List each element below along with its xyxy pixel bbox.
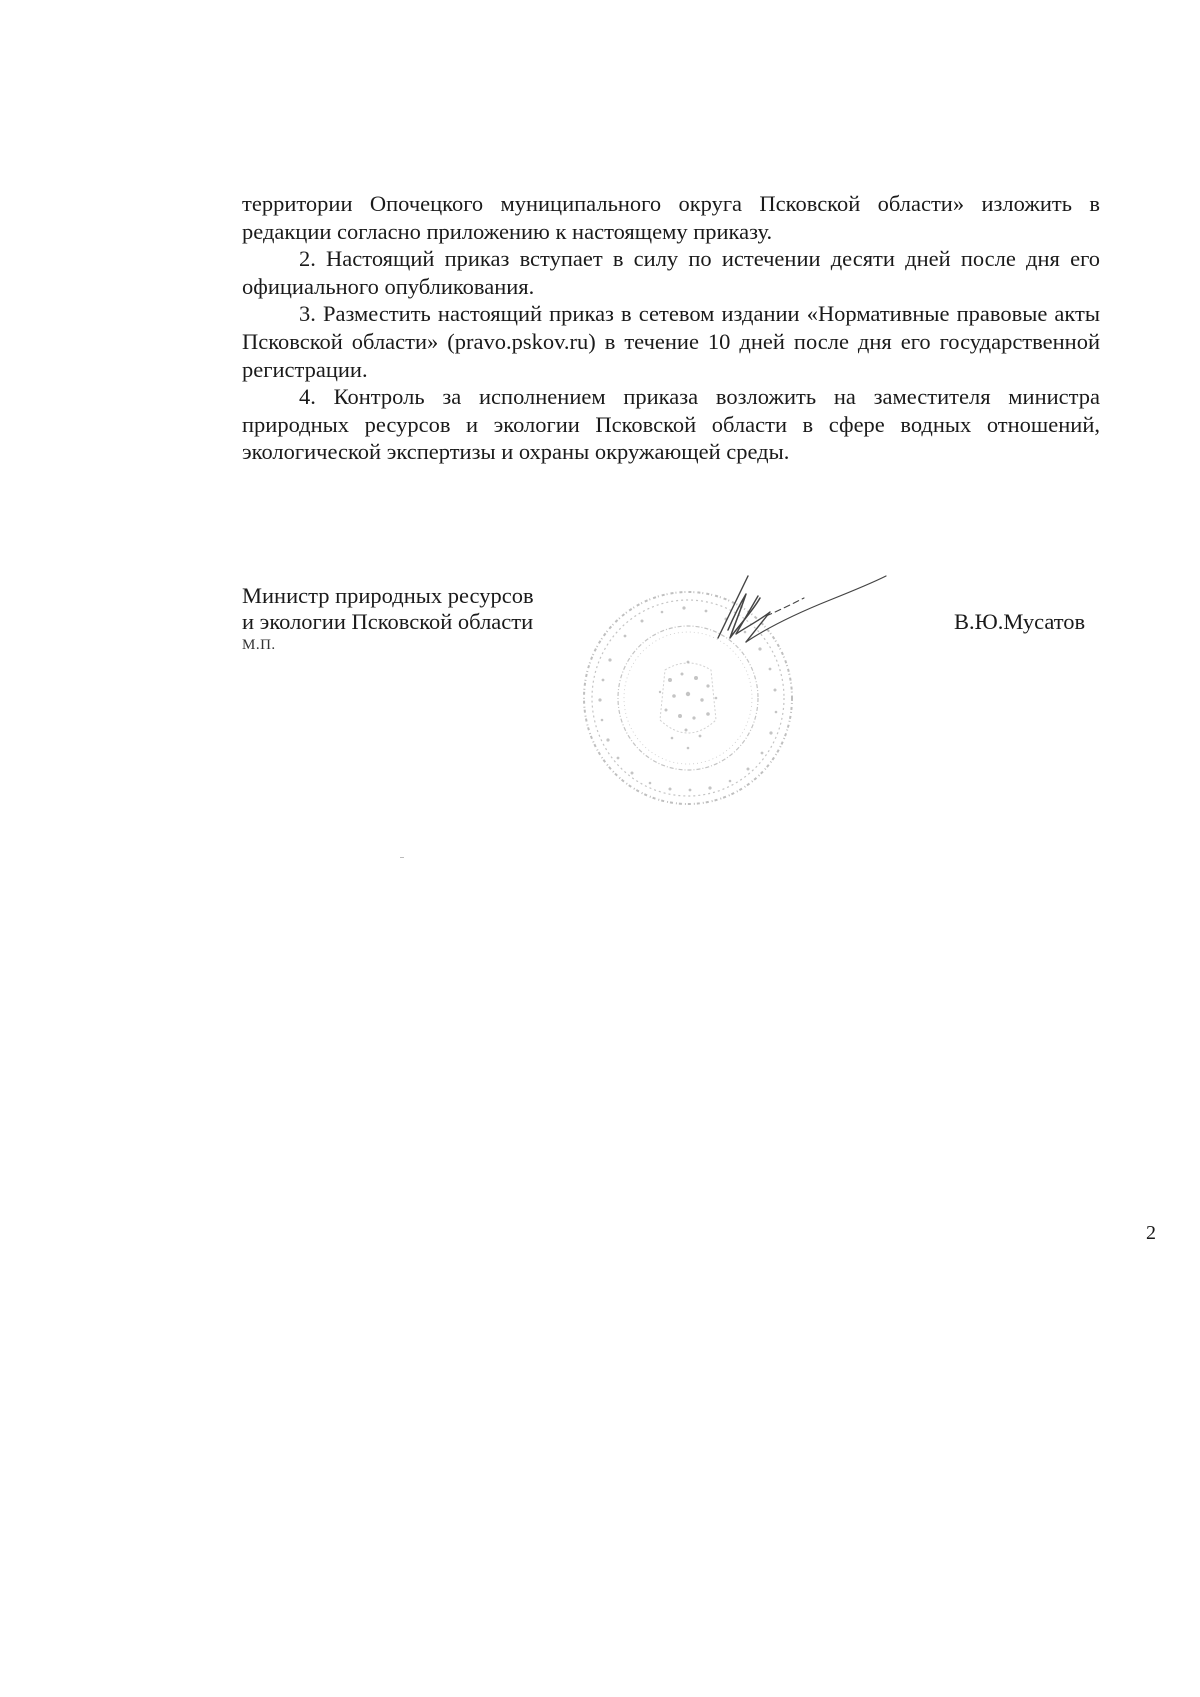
signatory-title [242,583,534,635]
signature-icon [700,568,890,663]
scan-speck [400,857,404,858]
document-body [242,190,1100,466]
paragraph-continuation: территории Опочецкого муниципального округа Псковской области» изложить в редакции согласно приложению к настоящему приказу. [242,191,1100,244]
paragraph-item-4: 4. Контроль за исполнением приказа возложить на заместителя министра природных ресурсов и экологии Псковской области в сфере водных отношений, экологической экспертизы и охраны окружающей среды. [242,384,1100,465]
signatory-title-line-1: Министр природных ресурсов [242,583,534,608]
signatory-name: В.Ю.Мусатов [954,609,1086,634]
paragraph-item-3: 3. Разместить настоящий приказ в сетевом издании «Нормативные правовые акты Псковской области» (pravo.pskov.ru) в течение 10 дней после дня его государственной регистрации. [242,301,1100,382]
paragraph-item-2: 2. Настоящий приказ вступает в силу по истечении десяти дней после дня его официального опубликования. [242,246,1100,299]
seal-mark-label: М.П. [242,637,276,653]
signatory-title-line-2: и экологии Псковской области [242,609,534,634]
page-number: 2 [1146,1222,1156,1244]
